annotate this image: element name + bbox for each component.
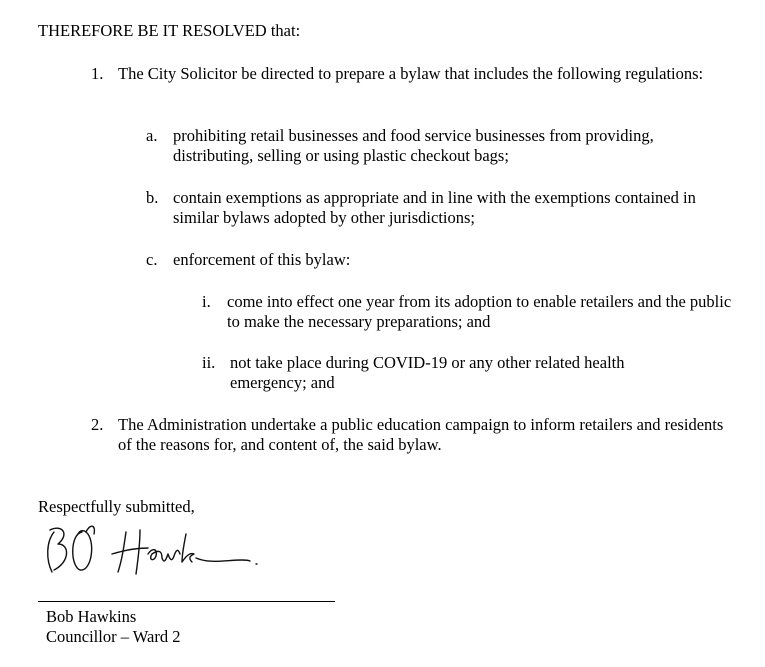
resolution-item-2	[91, 415, 731, 455]
resolution-heading: THEREFORE BE IT RESOLVED that:	[38, 21, 301, 40]
subitem-text: enforcement of this bylaw:	[173, 250, 351, 269]
item-number: 1.	[91, 64, 104, 83]
subitem-text: contain exemptions as appropriate and in line with the exemptions contained in similar bylaws adopted by other jurisdictions;	[173, 188, 696, 227]
signature-line	[38, 601, 335, 602]
resolution-subitem-b	[146, 188, 736, 228]
subitem-letter: b.	[146, 188, 159, 207]
subsubitem-numeral: i.	[202, 292, 211, 311]
resolution-item-1	[91, 64, 731, 84]
handwritten-signature	[40, 520, 260, 580]
signatory-name: Bob Hawkins	[46, 607, 137, 626]
closing-line: Respectfully submitted,	[38, 497, 195, 516]
subsubitem-text: not take place during COVID-19 or any other related health emergency; and	[230, 353, 625, 392]
item-text: The City Solicitor be directed to prepare a bylaw that includes the following regulations:	[118, 64, 704, 83]
subitem-letter: a.	[146, 126, 158, 145]
resolution-subitem-a	[146, 126, 736, 166]
item-text: The Administration undertake a public education campaign to inform retailers and residents of the reasons for, and content of, the said bylaw.	[118, 415, 724, 454]
resolution-subsubitem-i	[202, 292, 742, 332]
item-number: 2.	[91, 415, 104, 434]
subsubitem-numeral: ii.	[202, 353, 216, 372]
subitem-text: prohibiting retail businesses and food service businesses from providing, distributing, selling or using plastic checkout bags;	[173, 126, 654, 165]
subitem-letter: c.	[146, 250, 158, 269]
resolution-subitem-c	[146, 250, 736, 270]
subsubitem-text: come into effect one year from its adoption to enable retailers and the public to make the necessary preparations; and	[227, 292, 732, 331]
resolution-subsubitem-ii	[202, 353, 672, 393]
signatory-title: Councillor – Ward 2	[46, 627, 181, 646]
